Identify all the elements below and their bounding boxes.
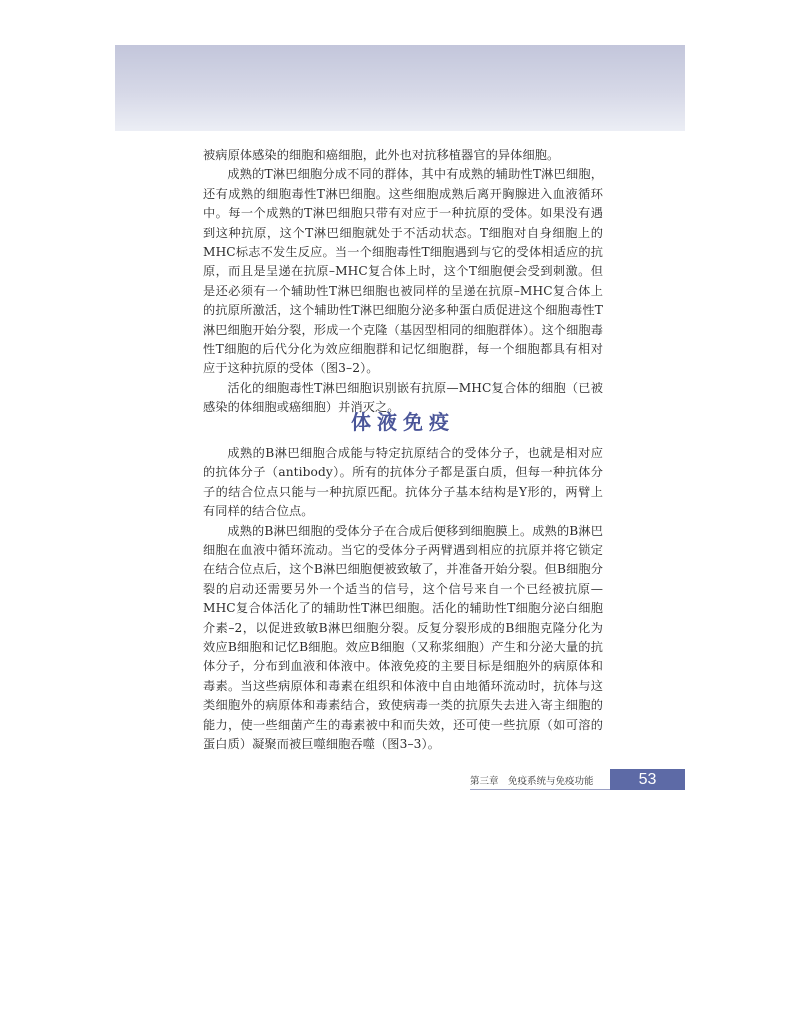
page-footer [470, 770, 685, 790]
chapter-label: 第三章 免疫系统与免疫功能 [470, 776, 594, 787]
paragraph-continuation: 被病原体感染的细胞和癌细胞，此外也对抗移植器官的异体细胞。 [203, 148, 560, 162]
page-number: 53 [610, 769, 685, 790]
header-band [115, 45, 685, 131]
section-title: 体液免疫 [351, 410, 455, 434]
paragraph-t-cells: 成熟的T淋巴细胞分成不同的群体，其中有成熟的辅助性T淋巴细胞，还有成熟的细胞毒性T淋巴细胞。这些细胞成熟后离开胸腺进入血液循环中。每一个成熟的T淋巴细胞只带有对应于一种抗原的受体。如果没有遇到这种抗原，这个T淋巴细胞就处于不活动状态。T细胞对自身细胞上的MHC标志不发生反应。当一个细胞毒性T细胞遇到与它的受体相适应的抗原，而且是呈递在抗原–MHC复合体上时，这个T细胞便会受到刺激。但是还必须有一个辅助性T淋巴细胞也被同样的呈递在抗原–MHC复合体上的抗原所激活，这个辅助性T淋巴细胞分泌多种蛋白质促进这个细胞毒性T淋巴细胞开始分裂，形成一个克隆（基因型相同的细胞群体）。这个细胞毒性T细胞的后代分化为效应细胞群和记忆细胞群，每一个细胞都具有相对应于这种抗原的受体（图3–2）。 [203, 167, 603, 376]
paragraph-activated-t-cells: 活化的细胞毒性T淋巴细胞识别嵌有抗原—MHC复合体的细胞（已被感染的体细胞或癌细胞）并消灭之。 [203, 380, 603, 415]
body-text-top [203, 146, 603, 418]
paragraph-b-cells-antibody: 成熟的B淋巴细胞合成能与特定抗原结合的受体分子，也就是相对应的抗体分子（antibody）。所有的抗体分子都是蛋白质，但每一种抗体分子的结合位点只能与一种抗原匹配。抗体分子基本结构是Y形的，两臂上有同样的结合位点。 [203, 446, 603, 519]
paragraph-b-cells-activation: 成熟的B淋巴细胞的受体分子在合成后便移到细胞膜上。成熟的B淋巴细胞在血液中循环流动。当它的受体分子两臂遇到相应的抗原并将它锁定在结合位点后，这个B淋巴细胞便被致敏了，并准备开始分裂。但B细胞分裂的启动还需要另外一个适当的信号，这个信号来自一个已经被抗原—MHC复合体活化了的辅助性T淋巴细胞。活化的辅助性T细胞分泌白细胞介素–2，以促进致敏B淋巴细胞分裂。反复分裂形成的B细胞克隆分化为效应B细胞和记忆B细胞。效应B细胞（又称浆细胞）产生和分泌大量的抗体分子，分布到血液和体液中。体液免疫的主要目标是细胞外的病原体和毒素。当这些病原体和毒素在组织和体液中自由地循环流动时，抗体与这类细胞外的病原体和毒素结合，致使病毒一类的抗原失去进入寄主细胞的能力，使一些细菌产生的毒素被中和而失效，还可使一些抗原（如可溶的蛋白质）凝聚而被巨噬细胞吞噬（图3–3）。 [203, 523, 603, 752]
body-text-section [203, 444, 603, 755]
